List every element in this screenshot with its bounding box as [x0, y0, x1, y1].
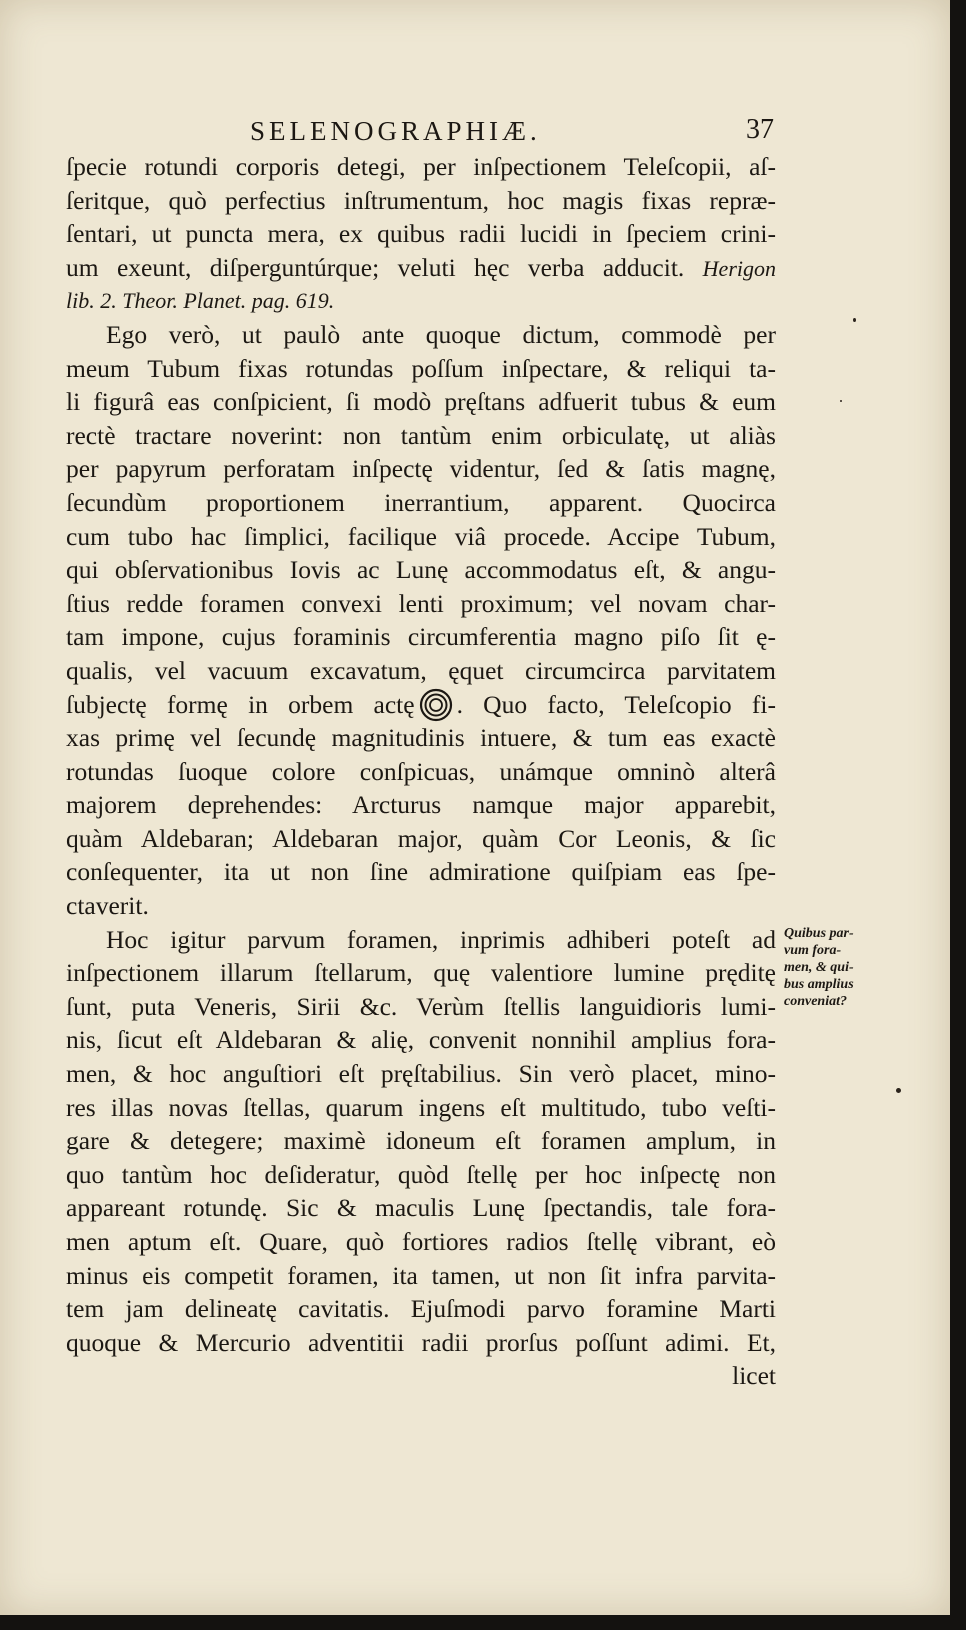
body-text — [66, 150, 776, 1393]
text-line: per papyrum perforatam inſpectę videntur, ſed & ſatis magnę, — [66, 454, 776, 484]
ink-speck — [896, 1088, 901, 1093]
text-line: li figurâ eas conſpicient, ſi modò pręſtans adfuerit tubus & eum — [66, 387, 776, 417]
margin-note-line: conveniat? — [784, 994, 847, 1009]
text-line: tem jam delineatę cavitatis. Ejuſmodi parvo foramine Marti — [66, 1294, 776, 1324]
text-line: ſentari, ut puncta mera, ex quibus radii lucidi in ſpeciem crini- — [66, 219, 776, 249]
text-line: qualis, vel vacuum excavatum, ęquet circumcirca parvitatem — [66, 655, 776, 685]
text-line: men, & hoc anguſtiori eſt pręſtabilius. Sin verò placet, mino- — [66, 1059, 776, 1089]
text-line: inſpectionem illarum ſtellarum, quę valentiore lumine pręditę — [66, 958, 776, 988]
page-header — [60, 112, 774, 148]
text-line: men aptum eſt. Quare, quò fortiores radios ſtellę vibrant, eò — [66, 1227, 776, 1256]
text-line: meum Tubum fixas rotundas poſſum inſpectare, & reliqui ta- — [66, 353, 776, 383]
margin-note — [784, 925, 884, 1010]
text-line: rectè tractare noverint: non tantùm enim orbiculatę, ut aliàs — [66, 420, 776, 450]
reference-author: Herigon — [702, 255, 776, 281]
text-line: gare & detegere; maximè idoneum eſt foramen amplum, in — [66, 1126, 776, 1156]
text-line: nis, ſicut eſt Aldebaran & alię, convenit nonnihil amplius fora- — [66, 1025, 776, 1055]
text-segment: ſubjectę formę in orbem actę — [66, 689, 415, 719]
text-line: res illas novas ſtellas, quarum ingens eſt multitudo, tubo veſti- — [66, 1092, 776, 1122]
text-line: Hoc igitur parvum foramen, inprimis adhiberi poteſt ad — [106, 924, 776, 954]
text-line: ſtius redde foramen convexi lenti proximum; vel novam char- — [66, 588, 776, 618]
text-line: ſeritque, quò perfectius inſtrumentum, hoc magis fixas repræ- — [66, 185, 776, 215]
ink-speck — [840, 400, 842, 402]
text-line: ctaverit. — [66, 891, 149, 921]
text-line: quo tantùm hoc deſideratur, quòd ſtellę per hoc inſpectę non — [66, 1159, 776, 1189]
text-line: quoque & Mercurio adventitii radii prorſus poſſunt adimi. Et, — [66, 1327, 776, 1357]
reference-line: lib. 2. Theor. Planet. pag. 619. — [66, 288, 335, 314]
catchword: licet — [732, 1361, 776, 1391]
margin-note-line: vum fora- — [784, 943, 842, 958]
text-line: qui obſervationibus Iovis ac Lunę accommodatus eſt, & angu- — [66, 555, 776, 585]
text-line: xas primę vel ſecundę magnitudinis intuere, & tum eas exactè — [66, 723, 776, 753]
text-segment: . Quo facto, Teleſcopio fi- — [456, 689, 776, 719]
margin-note-line: men, & qui- — [784, 960, 854, 975]
text-segment: um exeunt, diſperguntúrque; veluti hęc verba adducit. — [66, 252, 685, 282]
text-line: rotundas ſuoque colore conſpicuas, unámque omninò alterâ — [66, 756, 776, 786]
ink-speck — [853, 318, 856, 322]
text-line: ſpecie rotundi corporis detegi, per inſpectionem Teleſcopii, aſ- — [66, 152, 776, 181]
scan-edge-bottom — [0, 1615, 966, 1630]
concentric-rings-icon — [419, 688, 453, 722]
text-line: ſecundùm proportionem inerrantium, apparent. Quocirca — [66, 487, 776, 517]
text-line: quàm Aldebaran; Aldebaran major, quàm Cor Leonis, & ſic — [66, 823, 776, 853]
text-line: tam impone, cujus foraminis circumferentia magno piſo ſit ę- — [66, 622, 776, 652]
text-line: conſequenter, ita ut non ſine admiratione quiſpiam eas ſpe- — [66, 857, 776, 887]
scan-edge-right — [950, 0, 966, 1630]
text-line: majorem deprehendes: Arcturus namque major apparebit, — [66, 790, 776, 820]
margin-note-line: bus amplius — [784, 977, 854, 992]
page-number: 37 — [746, 114, 774, 145]
text-line: ſunt, puta Veneris, Sirii &c. Verùm ſtellis languidioris lumi- — [66, 991, 776, 1021]
margin-note-line: Quibus par- — [784, 926, 854, 941]
text-line: minus eis competit foramen, ita tamen, ut non ſit infra parvita- — [66, 1260, 776, 1290]
text-line: Ego verò, ut paulò ante quoque dictum, commodè per — [106, 319, 776, 349]
text-line-with-figure — [66, 688, 776, 722]
text-line — [66, 251, 776, 285]
running-title: SELENOGRAPHIÆ. — [250, 116, 541, 146]
text-line: cum tubo hac ſimplici, facilique viâ procede. Accipe Tubum, — [66, 521, 776, 551]
text-line: appareant rotundę. Sic & maculis Lunę ſpectandis, tale fora- — [66, 1193, 776, 1223]
